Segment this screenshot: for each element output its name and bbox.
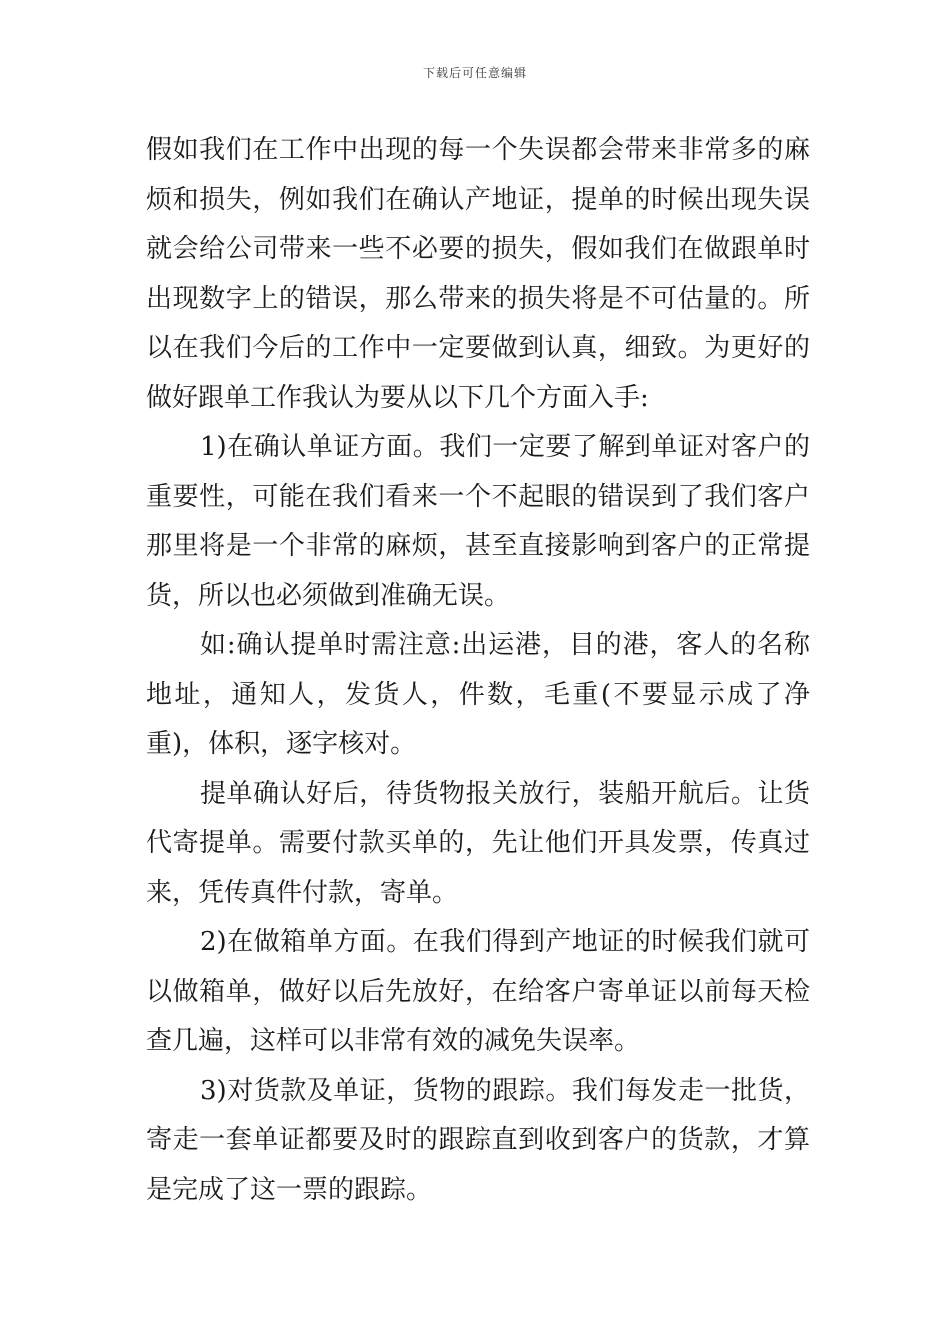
document-body: [146, 126, 810, 1215]
paragraph-point-3: 3)对货款及单证，货物的跟踪。我们每发走一批货，寄走一套单证都要及时的跟踪直到收到客户的货款，才算是完成了这一票的跟踪。: [146, 1075, 810, 1205]
paragraph-point-2: 2)在做箱单方面。在我们得到产地证的时候我们就可以做箱单，做好以后先放好，在给客户寄单证以前每天检查几遍，这样可以非常有效的减免失误率。: [146, 927, 810, 1056]
paragraph-intro: 假如我们在工作中出现的每一个失误都会带来非常多的麻烦和损失，例如我们在确认产地证，提单的时候出现失误就会给公司带来一些不必要的损失，假如我们在做跟单时出现数字上的错误，那么带来的损失将是不可估量的。所以在我们今后的工作中一定要做到认真，细致。为更好的做好跟单工作我认为要从以下几个方面入手:: [146, 135, 810, 413]
paragraph-bill-check: 如:确认提单时需注意:出运港，目的港，客人的名称地址，通知人，发货人，件数，毛重(不要显示成了净重)，体积，逐字核对。: [146, 630, 810, 759]
paragraph-point-1: 1)在确认单证方面。我们一定要了解到单证对客户的重要性，可能在我们看来一个不起眼的错误到了我们客户那里将是一个非常的麻烦，甚至直接影响到客户的正常提货，所以也必须做到准确无误。: [146, 432, 810, 611]
paragraph-bill-confirm: 提单确认好后，待货物报关放行，装船开航后。让货代寄提单。需要付款买单的，先让他们开具发票，传真过来，凭传真件付款，寄单。: [146, 778, 810, 908]
page-header-note: 下载后可任意编辑: [422, 66, 527, 80]
